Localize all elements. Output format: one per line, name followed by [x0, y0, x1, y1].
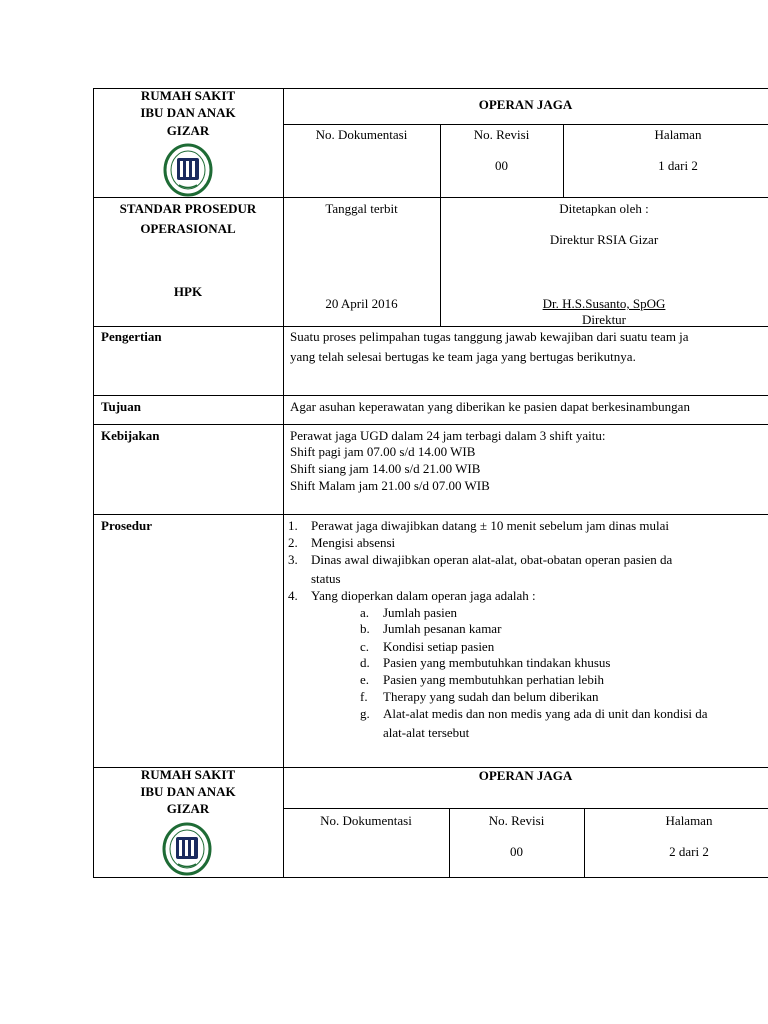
- subitem-text: Jumlah pasien: [383, 605, 458, 620]
- pengertian-text: Suatu proses pelimpahan tugas tanggung jawab kewajiban dari suatu team ja: [290, 329, 689, 344]
- hospital-name-line: RUMAH SAKIT: [140, 767, 236, 782]
- kebijakan-text: Shift Malam jam 21.00 s/d 07.00 WIB: [290, 478, 490, 493]
- page-label: Halaman: [654, 127, 702, 142]
- kebijakan-text: Shift siang jam 14.00 s/d 21.00 WIB: [290, 461, 481, 476]
- subitem-letter: c.: [360, 639, 370, 654]
- section-label-prosedur: Prosedur: [101, 518, 153, 533]
- subitem-letter: f.: [360, 689, 368, 704]
- pengertian-text: yang telah selesai bertugas ke team jaga yang bertugas berikutnya.: [290, 349, 636, 364]
- page-value: 2 dari 2: [669, 844, 709, 859]
- signer-title: Direktur: [581, 312, 627, 327]
- table-border: [93, 877, 768, 878]
- step-text: Perawat jaga diwajibkan datang ± 10 menit sebelum jam dinas mulai: [311, 518, 670, 533]
- step-text: Mengisi absensi: [311, 535, 396, 550]
- subitem-letter: b.: [360, 621, 370, 636]
- signer-name: Dr. H.S.Susanto, SpOG: [542, 296, 666, 311]
- hospital-name-line: IBU DAN ANAK: [140, 105, 236, 120]
- subitem-text-cont: alat-alat tersebut: [383, 725, 470, 740]
- step-text: Dinas awal diwajibkan operan alat-alat, obat-obatan operan pasien da: [311, 552, 673, 567]
- step-number: 1.: [288, 518, 298, 533]
- section-label-tujuan: Tujuan: [101, 399, 141, 414]
- subitem-text: Kondisi setiap pasien: [383, 639, 495, 654]
- subitem-letter: d.: [360, 655, 370, 670]
- issue-date-label: Tanggal terbit: [325, 201, 398, 216]
- table-border: [93, 197, 768, 198]
- step-number: 4.: [288, 588, 298, 603]
- subitem-text: Alat-alat medis dan non medis yang ada di unit dan kondisi da: [383, 706, 708, 721]
- document-title: OPERAN JAGA: [478, 97, 573, 112]
- subitem-letter: g.: [360, 706, 370, 721]
- hospital-name-line: IBU DAN ANAK: [140, 784, 236, 799]
- section-label-pengertian: Pengertian: [101, 329, 162, 344]
- hospital-logo-icon: [162, 822, 212, 876]
- kebijakan-text: Shift pagi jam 07.00 s/d 14.00 WIB: [290, 444, 476, 459]
- tujuan-text: Agar asuhan keperawatan yang diberikan ke pasien dapat berkesinambungan: [290, 399, 690, 414]
- subitem-text: Pasien yang membutuhkan perhatian lebih: [383, 672, 604, 687]
- subitem-text: Pasien yang membutuhkan tindakan khusus: [383, 655, 611, 670]
- set-by-label: Ditetapkan oleh :: [559, 201, 649, 216]
- sop-type: OPERASIONAL: [140, 221, 236, 236]
- kebijakan-text: Perawat jaga UGD dalam 24 jam terbagi dalam 3 shift yaitu:: [290, 428, 606, 443]
- step-number: 3.: [288, 552, 298, 567]
- hospital-name-line: GIZAR: [166, 123, 210, 138]
- subitem-letter: e.: [360, 672, 370, 687]
- doc-number-label: No. Dokumentasi: [320, 813, 412, 828]
- hospital-logo-icon: [163, 143, 213, 197]
- step-number: 2.: [288, 535, 298, 550]
- subitem-letter: a.: [360, 605, 370, 620]
- table-border: [283, 124, 768, 125]
- revision-value: 00: [495, 158, 508, 173]
- hospital-name-line: RUMAH SAKIT: [140, 88, 236, 103]
- sop-unit: HPK: [173, 284, 203, 299]
- hospital-name-line: GIZAR: [166, 801, 210, 816]
- step-text: Yang dioperkan dalam operan jaga adalah :: [311, 588, 536, 603]
- subitem-text: Therapy yang sudah dan belum diberikan: [383, 689, 599, 704]
- revision-value: 00: [510, 844, 523, 859]
- table-border: [93, 395, 768, 396]
- page-value: 1 dari 2: [658, 158, 698, 173]
- sop-type: STANDAR PROSEDUR: [119, 201, 257, 216]
- page-label: Halaman: [665, 813, 713, 828]
- revision-label: No. Revisi: [488, 813, 545, 828]
- doc-number-label: No. Dokumentasi: [315, 127, 408, 142]
- table-border: [93, 514, 768, 515]
- set-by-org: Direktur RSIA Gizar: [549, 232, 659, 247]
- document-title: OPERAN JAGA: [478, 768, 573, 783]
- revision-label: No. Revisi: [473, 127, 530, 142]
- table-border: [283, 808, 768, 809]
- issue-date-value: 20 April 2016: [325, 296, 398, 311]
- subitem-text: Jumlah pesanan kamar: [383, 621, 502, 636]
- section-label-kebijakan: Kebijakan: [101, 428, 160, 443]
- table-border: [93, 424, 768, 425]
- step-text-cont: status: [311, 571, 341, 586]
